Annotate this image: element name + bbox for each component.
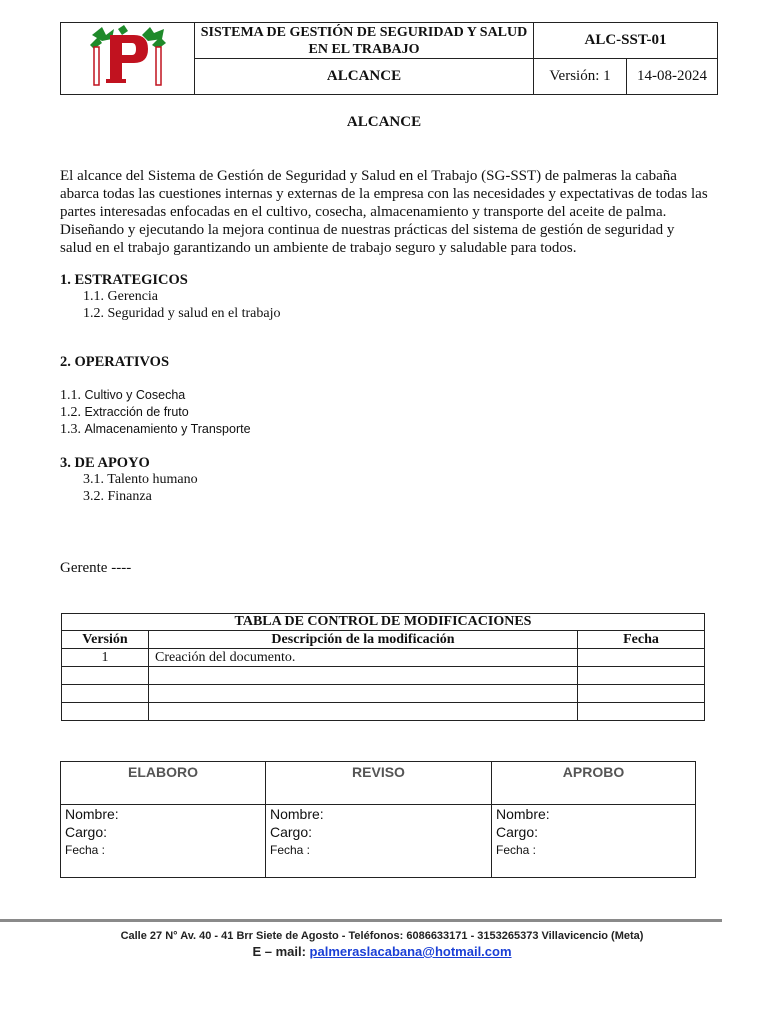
list-item-number: 1.2. <box>60 405 81 420</box>
nombre-label: Nombre: <box>496 806 550 822</box>
table-cell <box>578 649 705 667</box>
cargo-label: Cargo: <box>270 824 313 840</box>
list-item <box>60 421 251 438</box>
system-title: SISTEMA DE GESTIÓN DE SEGURIDAD Y SALUD EN EL TRABAJO <box>195 23 534 59</box>
scope-paragraph: El alcance del Sistema de Gestión de Seguridad y Salud en el Trabajo (SG-SST) de palmeras la cabaña abarca todas las cuestiones internas y externas de la empresa con las necesidades y expectativas de todas las partes interesadas enfocadas en el cultivo, cosecha, almacenamiento y transporte del aceite de palma. Diseñando y ejecutando la mejora continua de nuestras prácticas del sistema de gestión de seguridad y salud en el trabajo garantizando un ambiente de trabajo seguro y saludable para todos. <box>60 168 708 256</box>
nombre-label: Nombre: <box>65 806 119 822</box>
company-logo <box>61 23 195 95</box>
table-cell <box>578 685 705 703</box>
fecha-label: Fecha : <box>496 843 537 857</box>
email-label: E – mail: <box>252 944 310 959</box>
footer-email <box>0 944 764 959</box>
gerente-line: Gerente ---- <box>60 560 132 576</box>
control-table-caption: TABLA DE CONTROL DE MODIFICACIONES <box>62 614 705 631</box>
page-title: ALCANCE <box>346 114 422 130</box>
reviso-header: REVISO <box>266 762 492 805</box>
table-cell <box>149 703 578 721</box>
list-item-text: Almacenamiento y Transporte <box>84 422 251 436</box>
table-cell <box>62 703 149 721</box>
list-item: 3.2. Finanza <box>83 489 152 504</box>
elaboro-header: ELABORO <box>61 762 266 805</box>
document-header <box>60 22 718 95</box>
section-de-apoyo: 3. DE APOYO <box>60 455 150 471</box>
table-row <box>62 685 705 703</box>
list-item <box>60 387 185 404</box>
table-cell <box>578 703 705 721</box>
list-item: 3.1. Talento humano <box>83 472 198 487</box>
fecha-label: Fecha : <box>270 843 311 857</box>
fecha-label: Fecha : <box>65 843 106 857</box>
table-row <box>62 649 705 667</box>
list-item-text: Cultivo y Cosecha <box>84 388 186 402</box>
aprobo-fields <box>492 805 696 878</box>
cargo-label: Cargo: <box>65 824 108 840</box>
signature-table <box>60 761 696 878</box>
control-table <box>61 613 705 721</box>
version-label: Versión: 1 <box>534 59 627 95</box>
header-date: 14-08-2024 <box>627 59 718 95</box>
list-item <box>60 404 189 421</box>
column-header: Descripción de la modificación <box>149 631 578 649</box>
nombre-label: Nombre: <box>270 806 324 822</box>
section-operativos: 2. OPERATIVOS <box>60 354 170 370</box>
elaboro-fields <box>61 805 266 878</box>
aprobo-header: APROBO <box>492 762 696 805</box>
footer-divider <box>0 919 722 922</box>
table-cell <box>149 667 578 685</box>
table-row <box>62 703 705 721</box>
list-item-number: 1.3. <box>60 422 81 437</box>
email-link[interactable]: palmeraslacabana@hotmail.com <box>309 944 512 959</box>
list-item-number: 1.1. <box>60 388 81 403</box>
palm-logo-icon <box>88 25 168 87</box>
header-subtitle: ALCANCE <box>195 59 534 95</box>
table-cell <box>149 685 578 703</box>
table-row <box>62 667 705 685</box>
column-header: Versión <box>62 631 149 649</box>
table-cell: Creación del documento. <box>149 649 578 667</box>
list-item: 1.1. Gerencia <box>83 289 159 304</box>
list-item: 1.2. Seguridad y salud en el trabajo <box>83 306 281 321</box>
table-cell <box>578 667 705 685</box>
list-item-text: Extracción de fruto <box>84 405 189 419</box>
document-code: ALC-SST-01 <box>534 23 718 59</box>
table-cell <box>62 667 149 685</box>
table-cell <box>62 685 149 703</box>
table-cell: 1 <box>62 649 149 667</box>
cargo-label: Cargo: <box>496 824 539 840</box>
reviso-fields <box>266 805 492 878</box>
section-estrategicos: 1. ESTRATEGICOS <box>60 272 188 288</box>
column-header: Fecha <box>578 631 705 649</box>
footer-address: Calle 27 N° Av. 40 - 41 Brr Siete de Agosto - Teléfonos: 6086633171 - 3153265373 Villavicencio (Meta) <box>120 930 644 942</box>
